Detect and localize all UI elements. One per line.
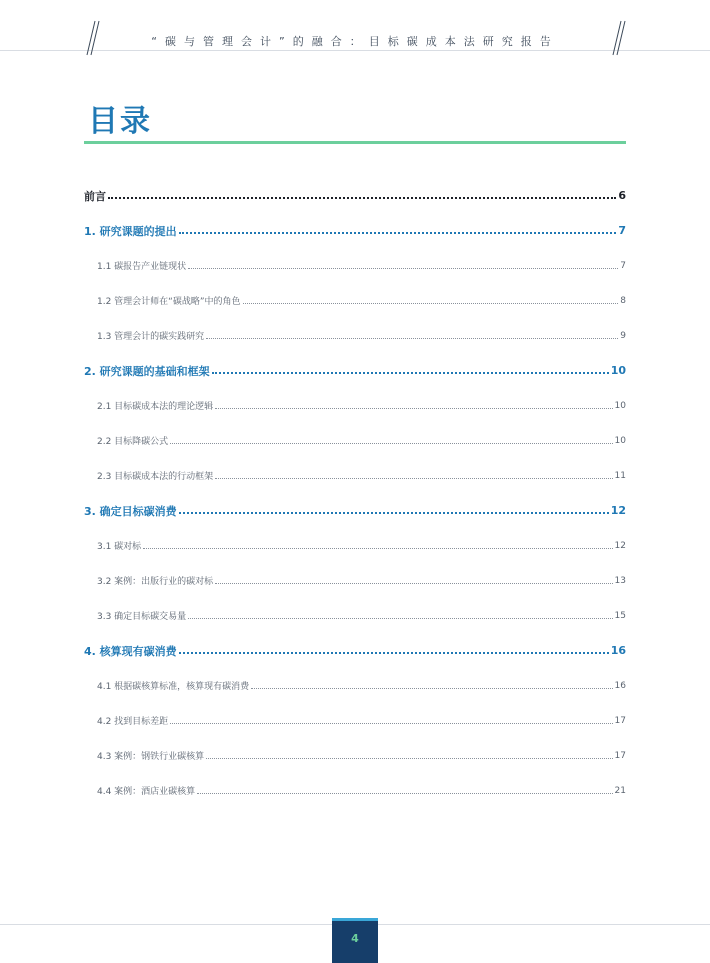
toc-entry-label: 3.3 确定目标碳交易量 — [97, 612, 187, 622]
toc-entry-label: 4. 核算现有碳消费 — [84, 644, 177, 658]
toc-entry-page: 21 — [614, 785, 626, 796]
toc-dot-leader — [143, 547, 612, 549]
toc-title: 目录 — [88, 104, 152, 139]
toc-subentry[interactable] — [84, 738, 626, 773]
toc-dot-leader — [170, 722, 612, 724]
toc-dot-leader — [243, 302, 619, 304]
toc-entry-label: 3.2 案例：出版行业的碳对标 — [97, 577, 214, 587]
toc-entry-page: 11 — [614, 470, 626, 481]
toc-entry-page: 6 — [618, 189, 626, 202]
toc-subentry[interactable] — [84, 283, 626, 318]
page-number-accent-bar — [332, 918, 378, 921]
toc-entry-label: 2.3 目标碳成本法的行动框架 — [97, 472, 214, 482]
toc-entry-page: 9 — [620, 330, 626, 341]
toc-entry-page: 17 — [614, 715, 626, 726]
toc-entry-page: 10 — [614, 435, 626, 446]
toc-dot-leader — [188, 617, 612, 619]
toc-dot-leader — [197, 792, 612, 794]
header-divider — [0, 50, 710, 51]
toc-dot-leader — [206, 757, 612, 759]
toc-dot-leader — [179, 231, 617, 234]
toc-dot-leader — [179, 511, 609, 514]
toc-dot-leader — [170, 442, 612, 444]
toc-entry-page: 10 — [610, 364, 626, 377]
toc-subentry[interactable] — [84, 563, 626, 598]
toc-dot-leader — [215, 407, 612, 409]
toc-entry[interactable] — [84, 353, 626, 388]
toc-subentry[interactable] — [84, 773, 626, 808]
toc-dot-leader — [251, 687, 612, 689]
toc-entry-page: 16 — [614, 680, 626, 691]
toc-entry-label: 1. 研究课题的提出 — [84, 224, 177, 238]
toc-entry-page: 12 — [610, 504, 626, 517]
toc-subentry[interactable] — [84, 458, 626, 493]
toc-entry[interactable] — [84, 633, 626, 668]
toc-dot-leader — [215, 477, 612, 479]
toc-entry-page: 7 — [618, 224, 626, 237]
toc-dot-leader — [206, 337, 618, 339]
toc-entry-label: 4.4 案例：酒店业碳核算 — [97, 787, 196, 797]
toc-list — [84, 178, 626, 808]
header-left-slash-icon — [84, 20, 100, 56]
toc-dot-leader — [215, 582, 612, 584]
running-header-title: “碳与管理会计”的融合：目标碳成本法研究报告 — [151, 35, 559, 48]
page-number: 4 — [351, 932, 359, 945]
toc-entry-label: 2. 研究课题的基础和框架 — [84, 364, 210, 378]
toc-dot-leader — [188, 267, 618, 269]
toc-entry-page: 8 — [620, 295, 626, 306]
toc-entry-page: 12 — [614, 540, 626, 551]
toc-dot-leader — [108, 196, 616, 199]
toc-entry-label: 前言 — [84, 189, 106, 203]
toc-subentry[interactable] — [84, 528, 626, 563]
toc-entry-label: 1.2 管理会计师在“碳战略”中的角色 — [97, 297, 241, 307]
toc-dot-leader — [179, 651, 609, 654]
toc-subentry[interactable] — [84, 668, 626, 703]
toc-entry-label: 1.1 碳报告产业链现状 — [97, 262, 187, 272]
toc-entry[interactable] — [84, 178, 626, 213]
toc-entry-page: 15 — [614, 610, 626, 621]
page-number-badge — [332, 918, 378, 963]
toc-entry-label: 4.2 找到目标差距 — [97, 717, 169, 727]
toc-entry-label: 4.3 案例：钢铁行业碳核算 — [97, 752, 205, 762]
toc-entry-label: 1.3 管理会计的碳实践研究 — [97, 332, 205, 342]
toc-entry-page: 10 — [614, 400, 626, 411]
toc-subentry[interactable] — [84, 598, 626, 633]
toc-subentry[interactable] — [84, 703, 626, 738]
toc-subentry[interactable] — [84, 423, 626, 458]
toc-entry-page: 16 — [610, 644, 626, 657]
title-underline — [84, 141, 626, 144]
toc-entry-label: 3. 确定目标碳消费 — [84, 504, 177, 518]
toc-entry-page: 17 — [614, 750, 626, 761]
toc-subentry[interactable] — [84, 388, 626, 423]
toc-entry-label: 2.2 目标降碳公式 — [97, 437, 169, 447]
toc-subentry[interactable] — [84, 318, 626, 353]
toc-entry[interactable] — [84, 213, 626, 248]
toc-dot-leader — [212, 371, 609, 374]
toc-subentry[interactable] — [84, 248, 626, 283]
header-right-slash-icon — [610, 20, 626, 56]
toc-entry[interactable] — [84, 493, 626, 528]
toc-entry-label: 2.1 目标碳成本法的理论逻辑 — [97, 402, 214, 412]
toc-entry-label: 3.1 碳对标 — [97, 542, 142, 552]
toc-entry-label: 4.1 根据碳核算标准，核算现有碳消费 — [97, 682, 250, 692]
toc-entry-page: 13 — [614, 575, 626, 586]
toc-entry-page: 7 — [620, 260, 626, 271]
